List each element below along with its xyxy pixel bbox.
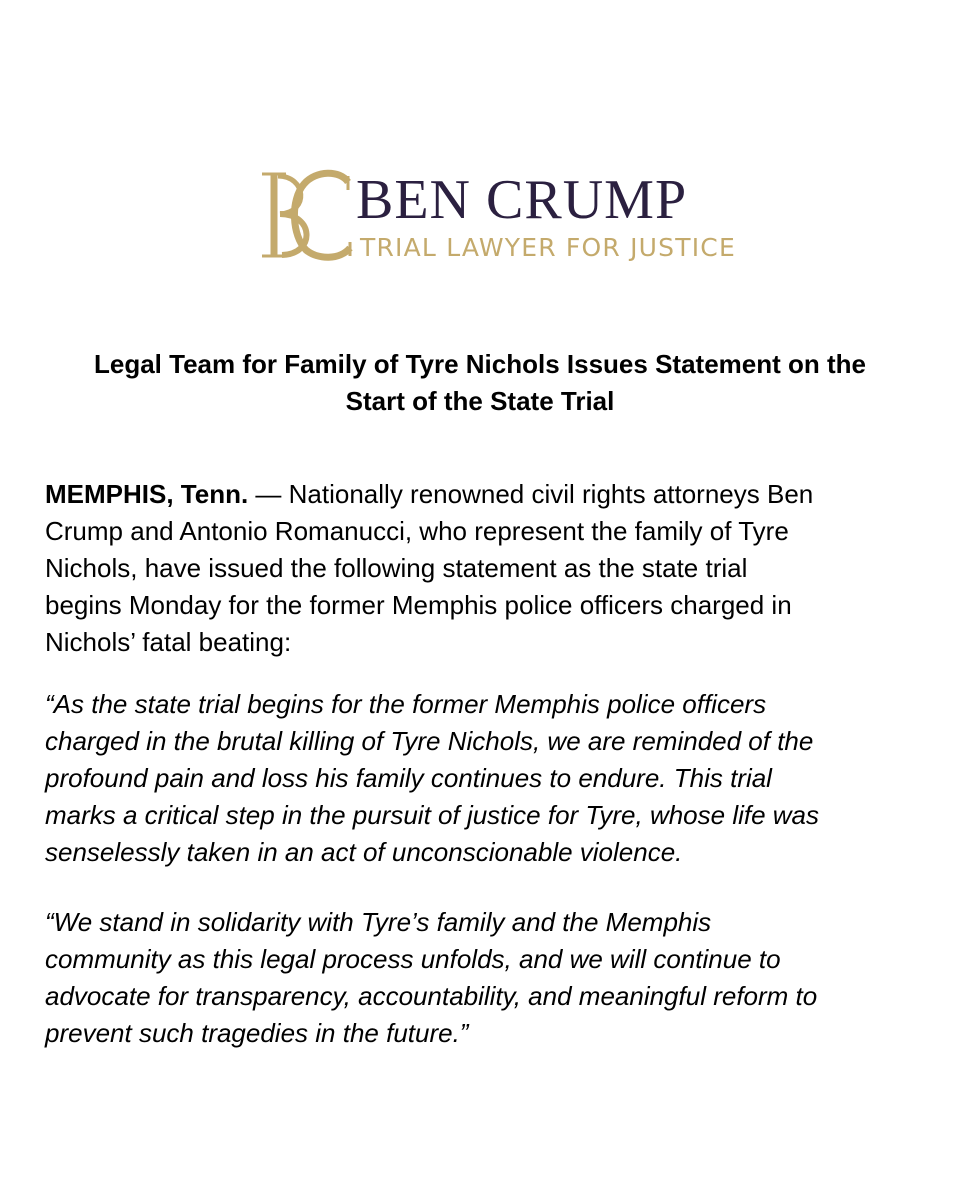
quote-line: prevent such tragedies in the future.” — [45, 1018, 469, 1048]
logo-tagline: TRIAL LAWYER FOR JUSTICE — [360, 233, 736, 262]
paragraph-line: — Nationally renowned civil rights attorneys Ben — [248, 479, 814, 509]
monogram-strokes — [262, 173, 350, 257]
quote-line: senselessly taken in an act of unconscionable violence. — [45, 837, 683, 867]
dateline: MEMPHIS, Tenn. — [45, 479, 249, 509]
intro-paragraph — [45, 476, 925, 661]
quote-line: “We stand in solidarity with Tyre’s family and the Memphis — [45, 907, 712, 937]
bc-monogram-icon — [248, 164, 358, 264]
paragraph-line: Nichols’ fatal beating: — [45, 627, 292, 657]
quote-line: profound pain and loss his family continues to endure. This trial — [45, 763, 772, 793]
quote-line: advocate for transparency, accountability, and meaningful reform to — [45, 981, 818, 1011]
quote-line: community as this legal process unfolds, and we will continue to — [45, 944, 781, 974]
quote-line: marks a critical step in the pursuit of justice for Tyre, whose life was — [45, 800, 820, 830]
statement-quote-2 — [45, 904, 925, 1052]
logo-name: BEN CRUMP — [356, 169, 688, 231]
ben-crump-logo — [248, 164, 736, 264]
headline-line: Legal Team for Family of Tyre Nichols Issues Statement on the — [93, 349, 866, 379]
quote-line: charged in the brutal killing of Tyre Nichols, we are reminded of the — [45, 726, 814, 756]
paragraph-line: begins Monday for the former Memphis police officers charged in — [45, 590, 792, 620]
paragraph-line: Crump and Antonio Romanucci, who represent the family of Tyre — [45, 516, 789, 546]
headline-line: Start of the State Trial — [345, 386, 615, 416]
statement-quote-1 — [45, 686, 925, 871]
press-release-headline — [0, 346, 960, 420]
paragraph-line: Nichols, have issued the following statement as the state trial — [45, 553, 748, 583]
quote-line: “As the state trial begins for the former Memphis police officers — [45, 689, 767, 719]
